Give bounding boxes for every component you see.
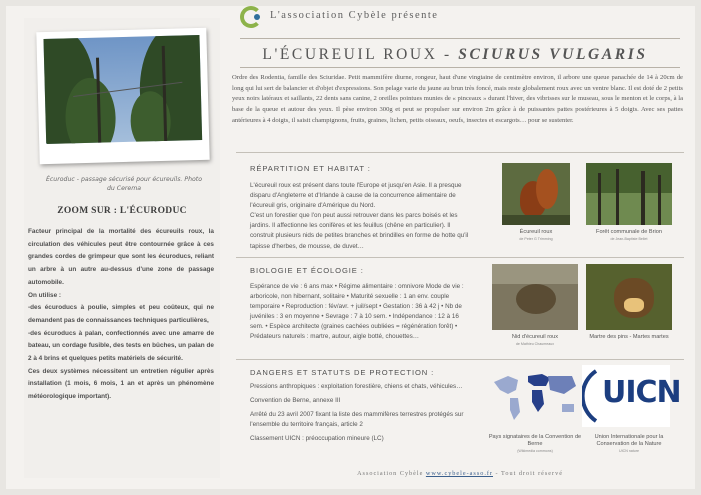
ecuroduc-photo [36,28,209,164]
squirrel-caption [492,229,580,242]
caption-text: Nid d'écureuil roux [511,334,559,340]
zoom-paragraph: Ces deux systèmes nécessitent un entretien régulier après installation (1 mois, 6 mois, 1 an et après un phénomène météorologique important). [28,367,214,401]
section-title: RÉPARTITION ET HABITAT : [250,164,371,173]
section-repartition [236,152,684,257]
zoom-paragraph: -des écuroducs à poulie, simples et peu coûteux, qui ne demandent pas de connaissances techniques particulières, [28,304,214,324]
page-title [240,46,670,64]
section-text [250,382,474,444]
photo-caption: Écuroduc - passage sécurisé pour écureuils. Photo du Cerema [45,176,203,192]
forest-caption [580,229,678,242]
photo-trees [43,35,202,144]
caption-text: Pays signataires de la Convention de Berne [488,434,582,448]
zoom-paragraph: On utilise : [28,291,62,299]
zoom-text [28,226,214,404]
section-paragraph: Convention de Berne, annexe III [250,397,341,405]
website-link[interactable]: www.cybele-asso.fr [425,470,493,477]
section-biologie [236,257,684,359]
caption-text: Union Internationale pour la Conservation de la Nature [594,434,664,448]
marten-caption [586,334,672,341]
caption-text: Martre des pins - Martes martes [589,334,669,340]
section-paragraph: L'écureuil roux est présent dans toute l'Europe et jusqu'en Asie. Il a presque disparu d'Angleterre et d'Irlande à cause de la concurrence alimentaire de l'écureuil gris, originaire d'Amérique du Nord. [250,182,462,210]
footer-text: Association Cybèle [357,470,426,477]
forest-photo [586,163,672,225]
zoom-paragraph: Facteur principal de la mortalité des écureuils roux, la circulation des véhicules peut être contournée grâce à ces grandes cordes de grimpeur que sont les écuroducs, reliant un arbre à un autre au-dessus d'une zone de passage automobile. [28,228,214,286]
footer [236,470,684,477]
section-title: DANGERS ET STATUTS DE PROTECTION : [250,368,435,377]
uicn-caption [580,434,678,454]
uicn-logo-text: UICN [602,375,681,410]
caption-text: Écureuil roux [519,229,553,235]
zoom-title: ZOOM SUR : L'ÉCURODUC [57,206,187,216]
caption-credit: de Peter G Trimming [519,237,553,242]
title-rule [240,67,680,68]
section-paragraph: Arrêté du 23 avril 2007 fixant la liste des mammifères terrestres protégés sur l'ensemble du territoire français, article 2 [250,411,464,429]
association-header: L'association Cybèle présente [270,10,439,21]
section-paragraph: Classement UICN : préoccupation mineure (LC) [250,435,384,443]
berne-caption [488,434,582,454]
caption-text: Forêt communale de Brion [596,229,662,235]
left-column [24,18,220,478]
berne-map [490,368,580,424]
squirrel-photo [502,163,570,225]
section-paragraph: C'est un forestier que l'on peut aussi retrouver dans les parcs boisés et les jardins. Il affectionne les conifères et les feuillus (chêne en particulier). Il construit plusieurs nids de petites branches et brindilles en forme de hotte qu'il tapisse d'herbes, de mousse, de duvet… [250,212,469,250]
nest-photo [492,264,578,330]
zoom-paragraph: -des écuroducs à palan, confectionnés avec une amarre de bateau, un cordage fusible, des tests en bûches, un palan de 2 à 4 brins et quelques petits matériels de sécurité. [28,329,214,363]
section-text: Espérance de vie : 6 ans max • Régime alimentaire : omnivore Mode de vie : arboricole, non hibernant, solitaire • Maturité sexuelle : 1 an env. couple temporaire • Reproduction : fév/avr. + juil/sept • Gestation : 36 à 42 j • Nb de juvéniles : 3 en moyenne • Sevrage : 7 à 10 sem. • Indépendance : 12 à 16 sem. • Espèce architecte (graines cachées oubliées = régénération forêt) • Prédateurs naturels : martre, autour, aigle botté, chouettes… [250,283,464,341]
caption-credit: de Jean-Baptiste Bellet [610,237,648,242]
section-paragraph: Pressions anthropiques : exploitation forestière, chiens et chats, véhicules… [250,383,463,390]
section-title: BIOLOGIE ET ÉCOLOGIE : [250,266,364,275]
title-latin-name: SCIURUS VULGARIS [458,46,648,63]
intro-paragraph: Ordre des Rodentia, famille des Sciuridae. Petit mammifère diurne, rongeur, haut d'une vingtaine de centimètre environ, il arbore une queue panachée de 14 à 20cm de long qui lui sert de balancier et d'objet d'expressions. Son pelage varie du jaune au brun très foncé, mais reste globalement roux avec un ventre blanc. Il est doté de 2 petits yeux noirs latéraux et saillants, 22 dents sans canine, 2 oreilles pointues munies de « pinceaux » durant l'hiver, des vibrisses sur le museau, sous le menton et le corps, à la base de la queue et autour des yeux. Il pèse environ 300g et peut se propulser sur environ 2m grâce à de puissantes pattes postérieures à 5 doigts. Avec ses pattes antérieures à 4 doigts, il saisit champignons, fruits, graines, lichen, petits oiseaux, oeufs, insectes et escargots… pour se sustenter. [232,74,683,124]
world-map-icon [490,368,580,424]
caption-credit: UICN nature [619,449,639,454]
caption-credit: de Mathieu Chaumeaux [515,342,555,347]
nest-caption [488,334,582,347]
title-common-name: L'ÉCUREUIL ROUX [262,46,438,63]
section-text [250,181,474,252]
marten-photo [586,264,672,330]
caption-credit: (Wikimedia commons) [517,449,553,454]
header-rule [240,38,680,39]
cybele-logo-dot-icon [254,14,260,20]
footer-rights: - Tout droit réservé [493,470,563,477]
title-separator: - [437,46,459,63]
uicn-logo [582,365,681,427]
